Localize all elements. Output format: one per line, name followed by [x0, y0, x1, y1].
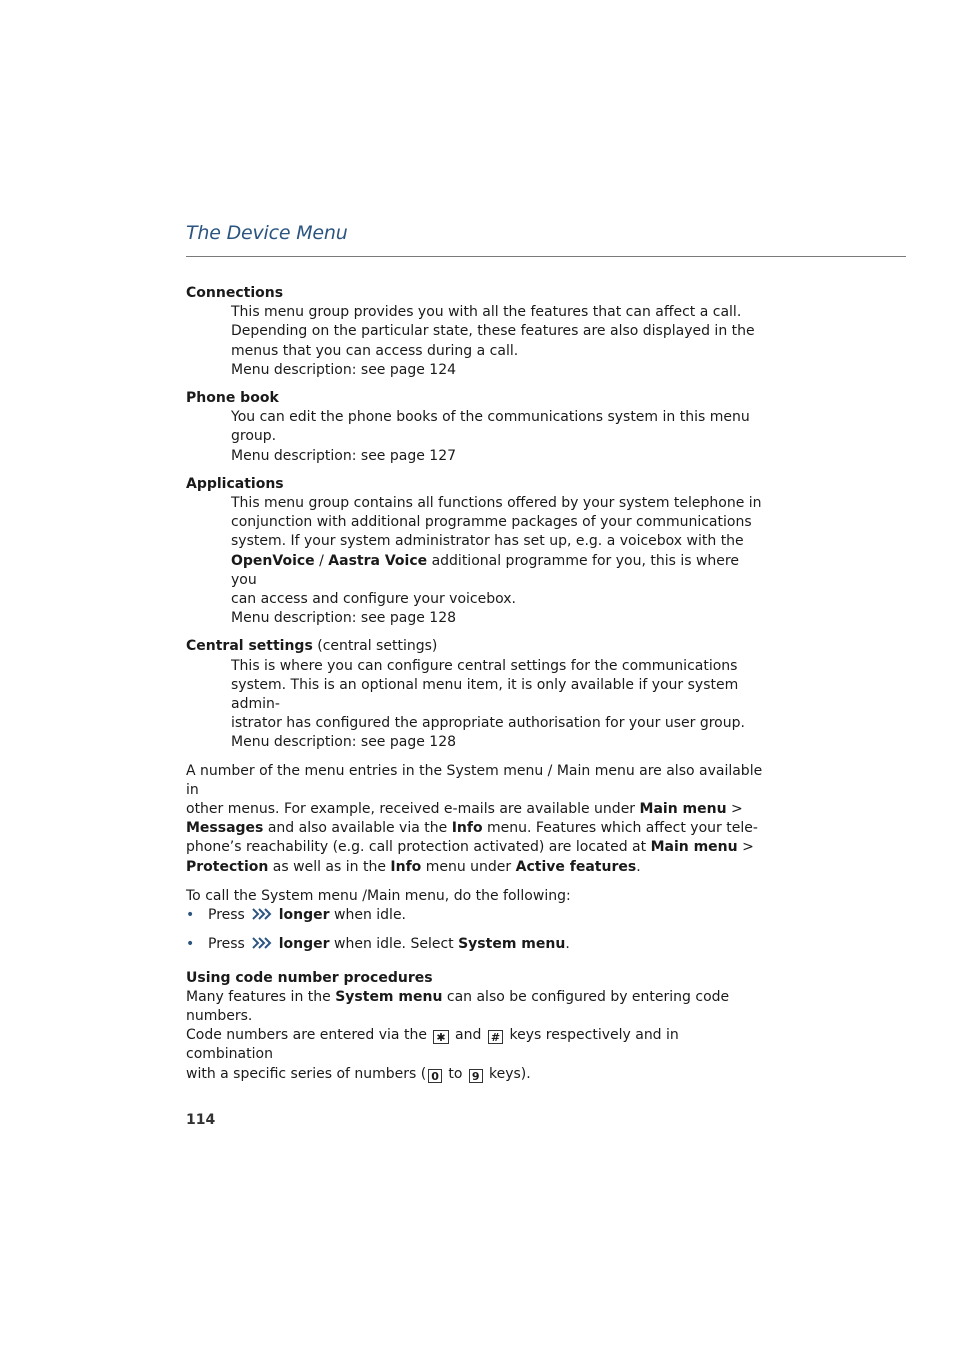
- entry-line: Menu description: see page 127: [231, 447, 457, 464]
- para-line: [186, 988, 766, 1026]
- text: Press: [208, 907, 250, 924]
- key-9: 9: [469, 1069, 483, 1083]
- entry-line: system. If your system administrator has set up, e.g. a voicebox with the: [231, 533, 744, 550]
- text: .: [565, 936, 570, 953]
- text: with a specific series of numbers (: [186, 1065, 427, 1082]
- bold-term: longer: [278, 936, 330, 953]
- entry-line: This menu group provides you with all the features that can affect a call.: [231, 304, 742, 321]
- list-item: [186, 906, 766, 925]
- text: menu. Features which affect your tele-: [482, 820, 758, 837]
- text: keys).: [484, 1065, 531, 1082]
- text: and: [450, 1027, 486, 1044]
- para-line: [186, 819, 766, 838]
- bold-term: System menu: [458, 936, 566, 953]
- bold-term: Info: [390, 858, 422, 875]
- bold-term: System menu: [335, 988, 443, 1005]
- para-line: [186, 1026, 766, 1064]
- entry-term: Connections: [186, 285, 284, 301]
- entry-line: This menu group contains all functions offered by your system telephone in: [231, 495, 762, 512]
- page-content: [186, 284, 766, 1084]
- entry-definition: [186, 303, 766, 380]
- entry-definition: [186, 408, 766, 466]
- hash-key-icon: #: [488, 1030, 503, 1044]
- bold-term: Aastra Voice: [328, 552, 428, 569]
- para-line: [186, 800, 766, 819]
- entry-line: istrator has configured the appropriate authorisation for your user group.: [231, 715, 745, 732]
- list-item: [186, 935, 766, 954]
- entry-line: system. This is an optional menu item, it is only available if your system admin-: [231, 676, 739, 713]
- entry-line: Menu description: see page 124: [231, 361, 457, 378]
- text: Many features in the: [186, 988, 336, 1005]
- paragraph-menu-entries: [186, 762, 766, 877]
- entry-term: Phone book: [186, 390, 279, 407]
- text: when idle.: [329, 907, 407, 924]
- bold-term: Protection: [186, 858, 269, 875]
- text: to: [443, 1065, 467, 1082]
- entry-definition: [186, 494, 766, 628]
- text: >: [726, 801, 743, 818]
- text: and also available via the: [263, 820, 452, 837]
- entry-phone-book: [186, 389, 766, 466]
- entry-central-settings: [186, 637, 766, 752]
- bold-term: Main menu: [650, 839, 738, 856]
- text: can also be configured by entering code numbers.: [186, 988, 730, 1024]
- entry-term: Central settings: [186, 638, 313, 655]
- entry-line: Menu description: see page 128: [231, 734, 457, 751]
- text: keys respectively and in combination: [186, 1027, 679, 1063]
- instruction-list: [186, 906, 766, 954]
- bold-term: Info: [451, 820, 483, 837]
- para-line: [186, 838, 766, 857]
- entry-line: menus that you can access during a call.: [231, 342, 519, 359]
- section-code-numbers: [186, 969, 766, 1084]
- entry-term: Applications: [186, 475, 284, 492]
- entry-line: You can edit the phone books of the communications system in this menu: [231, 409, 750, 426]
- bold-term: Active features: [515, 858, 637, 875]
- para-line: [186, 858, 766, 877]
- section-heading: Using code number procedures: [186, 969, 433, 986]
- bold-term: Messages: [186, 820, 264, 837]
- para-line: A number of the menu entries in the System menu / Main menu are also available in: [186, 762, 763, 798]
- bold-term: OpenVoice: [231, 552, 315, 569]
- bold-term: Main menu: [639, 801, 727, 818]
- entry-line: group.: [231, 428, 277, 445]
- entry-line: This is where you can configure central settings for the communications: [231, 657, 738, 674]
- para-line: [186, 1065, 766, 1084]
- entry-line: Menu description: see page 128: [231, 610, 457, 627]
- paragraph-instructions: To call the System menu /Main menu, do the following:: [186, 887, 571, 904]
- text: Code numbers are entered via the: [186, 1027, 432, 1044]
- entry-definition: [186, 657, 766, 753]
- entry-line: can access and configure your voicebox.: [231, 591, 516, 608]
- bold-term: longer: [278, 907, 330, 924]
- text: phone’s reachability (e.g. call protection activated) are located at: [186, 839, 651, 856]
- double-chevron-key-icon: [251, 907, 272, 921]
- text: .: [636, 858, 641, 875]
- text: as well as in the: [268, 858, 391, 875]
- entry-applications: [186, 475, 766, 629]
- entry-connections: [186, 284, 766, 380]
- header-divider: [186, 256, 906, 257]
- entry-line: conjunction with additional programme packages of your communications: [231, 514, 752, 531]
- text: >: [737, 839, 754, 856]
- page-number: 114: [186, 1112, 216, 1128]
- text: Press: [208, 936, 250, 953]
- key-0: 0: [428, 1069, 442, 1083]
- text: menu under: [421, 858, 516, 875]
- star-key-icon: ✱: [433, 1030, 448, 1044]
- double-chevron-key-icon: [251, 936, 272, 950]
- entry-line-tail: additional programme for you, this is where you: [231, 552, 739, 588]
- entry-line: Depending on the particular state, these features are also displayed in the: [231, 323, 755, 340]
- entry-term-line: [186, 637, 766, 656]
- entry-line: [231, 552, 766, 590]
- page-header-title: The Device Menu: [186, 222, 348, 244]
- entry-term-suffix: (central settings): [312, 638, 438, 655]
- text: when idle. Select: [329, 936, 459, 953]
- text: other menus. For example, received e-mails are available under: [186, 801, 640, 818]
- separator: /: [314, 552, 329, 569]
